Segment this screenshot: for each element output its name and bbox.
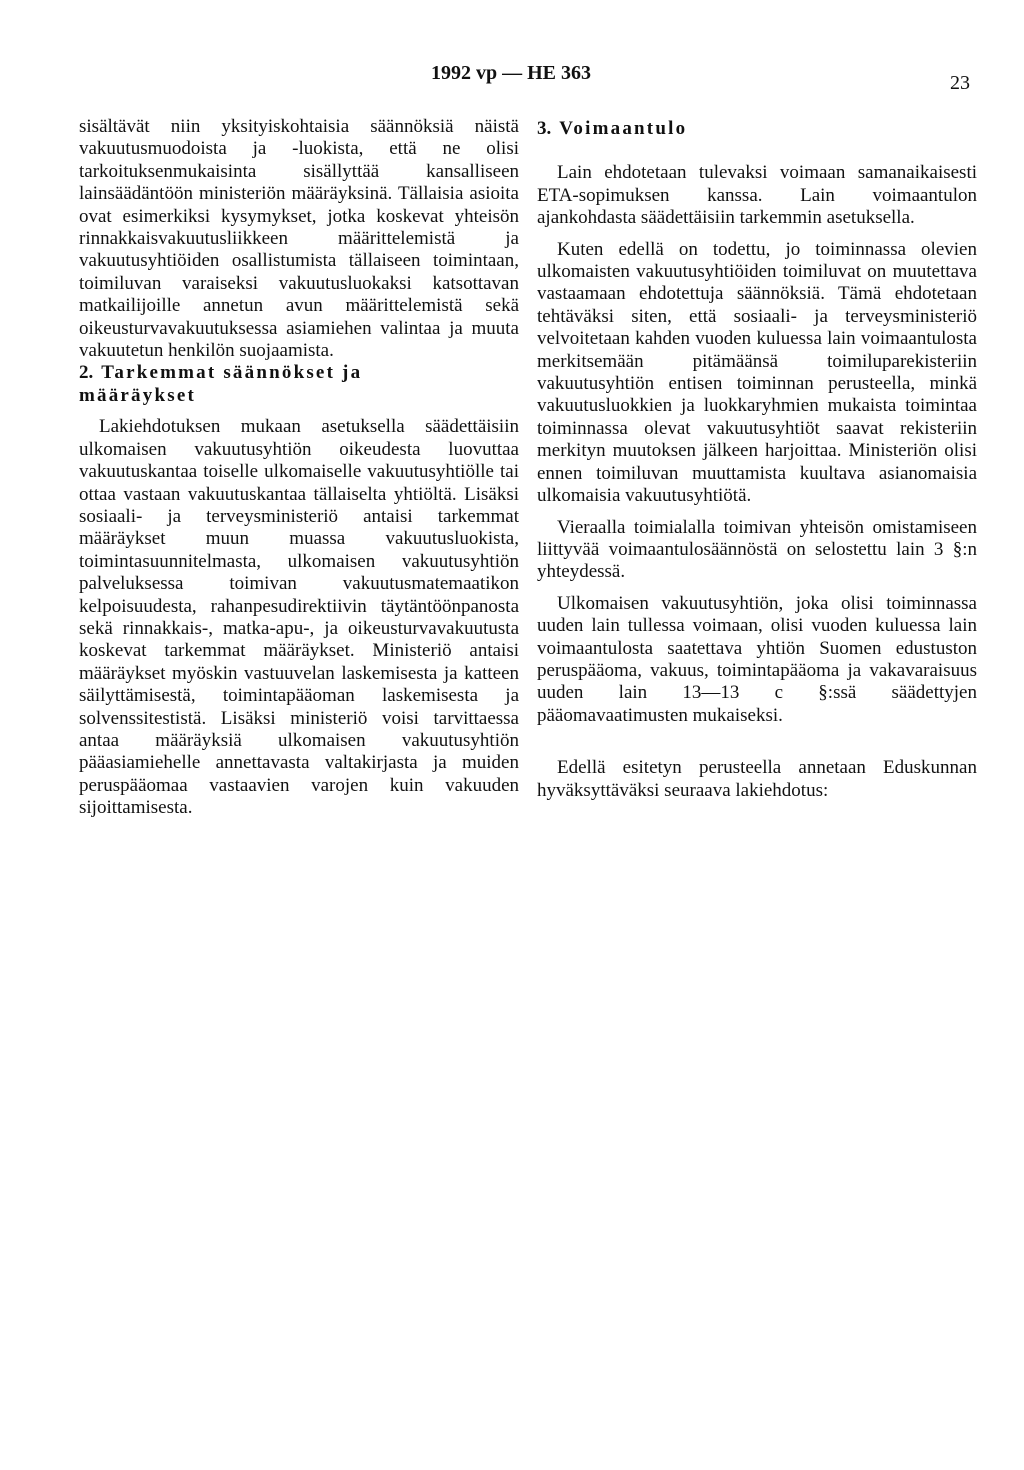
page-number: 23 — [950, 72, 970, 94]
section-3-title: Voimaantulo — [559, 118, 688, 139]
page-header — [0, 62, 1024, 92]
right-paragraph-4: Ulkomaisen vakuutusyhtiön, joka olisi toiminnassa uuden lain tullessa voimaan, olisi vuoden kuluessa lain voimaantulosta saatettava yhtiön Suomen edustuston peruspääoma, vakuus, toimintapääoma ja vakavaraisuus uuden lain 13—13 c §:ssä säädettyjen pääomavaatimusten mukaiseksi. — [537, 592, 977, 726]
right-paragraph-1: Lain ehdotetaan tulevaksi voimaan samanaikaisesti ETA-sopimuksen kanssa. Lain voimaantulon ajankohdasta säädettäisiin tarkemmin asetuksella. — [537, 162, 977, 229]
section-2-title-line1: Tarkemmat säännökset ja — [101, 362, 363, 384]
section-2-title-line2: määräykset — [79, 384, 196, 406]
section-3-heading — [537, 118, 977, 140]
running-head: 1992 vp — HE 363 — [431, 62, 592, 84]
right-paragraph-2: Kuten edellä on todettu, jo toiminnassa olevien ulkomaisten vakuutusyhtiöiden toimiluvat on muutettava vastaamaan ehdotettuja säännöksiä. Tämä ehdotetaan tehtäväksi siten, että sosiaali- ja terveysministeriö velvoitetaan kahden vuoden kuluessa lain voimaantulosta merkitsemään pitämäänsä toimiluparekisteriin vakuutusyhtiön entisen toiminnan perusteella, minkä vakuutusluokkien ja luokkaryhmien mukaista toimintaa toiminnassa olevat vakuutusyhtiöt saavat rekisteriin merkityn muutoksen jälkeen harjoittaa. Ministeriön olisi ennen toimiluvan muuttamista kuultava asianomaisia ulkomaisia vakuutusyhtiötä. — [537, 238, 977, 507]
section-2-heading — [79, 362, 519, 407]
section-3-number: 3. — [537, 118, 552, 139]
right-paragraph-3: Vieraalla toimialalla toimivan yhteisön omistamiseen liittyvää voimaantulosäännöstä on selostettu lain 3 §:n yhteydessä. — [537, 516, 977, 583]
section-2-number: 2. — [79, 362, 94, 384]
left-column — [79, 116, 519, 820]
left-paragraph-1: sisältävät niin yksityiskohtaisia säännöksiä näistä vakuutusmuodoista ja -luokista, että ne olisi tarkoituksenmukaisinta sisällyttää kansalliseen lainsäädäntöön ministeriön määräyksinä. Tällaisia asioita ovat esimerkiksi kysymykset, jotka koskevat yhteisön rinnakkaisvakuutusliikkeen määrittelemistä ja vakuutusyhtiöiden osallistumista tällaiseen toimintaan, toimiluvan varaiseksi vakuutusluokaksi katsottavan matkailijoille annetun avun määrittelemistä sekä oikeusturvavakuutuksessa asiamiehen valintaa ja muuta vakuutetun henkilön suojaamista. — [79, 116, 519, 362]
left-paragraph-2: Lakiehdotuksen mukaan asetuksella säädettäisiin ulkomaisen vakuutusyhtiön oikeudesta luovuttaa vakuutuskantaa toiselle ulkomaiselle vakuutusyhtiölle tai ottaa vastaan vakuutuskantaa tällaiselta yhtiöltä. Lisäksi sosiaali- ja terveysministeriö antaisi tarkemmat määräykset muun muassa vakuutusluokista, toimintasuunnitelmasta, ulkomaisen vakuutusyhtiön palveluksessa toimivan vakuutusmatemaatikon kelpoisuudesta, rahanpesudirektiivin täytäntöönpanosta sekä rinnakkais-, matka-apu-, ja oikeusturvavakuutusta koskevat tarkemmat määräykset. Ministeriö antaisi määräykset myöskin vastuuvelan laskemisesta ja katteen säilyttämisestä, toimintapääoman laskemisesta ja solvenssitestistä. Lisäksi ministeriö voisi tarvittaessa antaa määräyksiä ulkomaisen vakuutusyhtiön pääasiamiehelle annettavasta valtakirjasta ja muiden peruspääomaa vastaavien varojen kuin vakuuden sijoittamisesta. — [79, 416, 519, 819]
right-paragraph-5: Edellä esitetyn perusteella annetaan Eduskunnan hyväksyttäväksi seuraava lakiehdotus: — [537, 757, 977, 801]
right-column — [537, 118, 977, 802]
